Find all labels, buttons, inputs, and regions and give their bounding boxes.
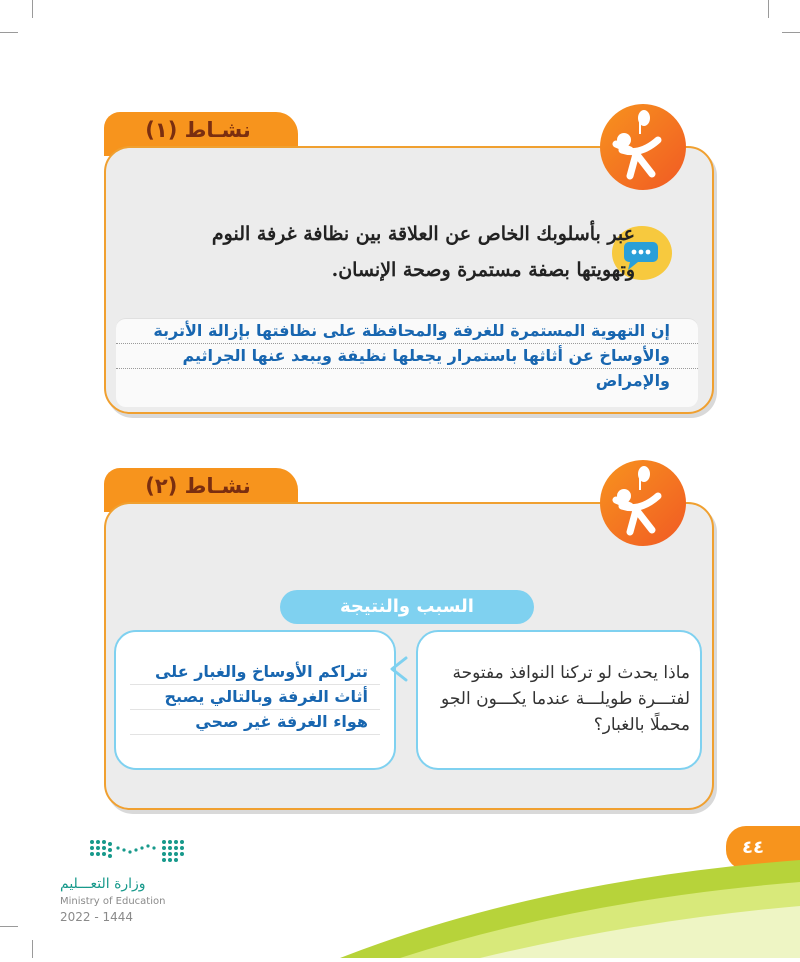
crop-mark	[32, 940, 33, 958]
crop-mark	[782, 32, 800, 33]
question-line: وتهويتها بصفة مستمرة وصحة الإنسان.	[331, 259, 635, 281]
activity-1-title: نشـاط (١)	[145, 118, 251, 142]
cause-text	[430, 660, 690, 738]
activity-1-answer-box	[116, 318, 698, 407]
answer-line: إن التهوية المستمرة للغرفة والمحافظة على نظافتها بإزالة الأتربة	[116, 319, 698, 344]
section-title: السبب والنتيجة	[280, 590, 534, 624]
result-line: تتراكم الأوساخ والغبار على	[130, 660, 380, 685]
activity-1-question	[205, 216, 635, 288]
activity-figure-icon	[600, 104, 686, 190]
question-line: عبر بأسلوبك الخاص عن العلاقة بين نظافة غرفة النوم	[211, 223, 635, 245]
cause-line: محملًا بالغبار؟	[593, 715, 690, 735]
activity-2-title: نشـاط (٢)	[145, 474, 251, 498]
crop-mark	[0, 32, 18, 33]
crop-mark	[0, 926, 18, 927]
ministry-name-en: Ministry of Education	[60, 896, 166, 907]
crop-mark	[768, 0, 769, 18]
activity-figure-icon	[600, 460, 686, 546]
result-line: أثاث الغرفة وبالتالي يصبح	[130, 685, 380, 710]
answer-line: والإمراض	[595, 371, 670, 390]
result-line: هواء الغرفة غير صحي	[130, 710, 380, 735]
ministry-name-ar: وزارة التعـــليم	[60, 876, 146, 892]
decorative-swoosh	[280, 860, 800, 958]
crop-mark	[32, 0, 33, 18]
page-number: ٤٤	[726, 826, 800, 870]
cause-line: ماذا يحدث لو تركنا النوافذ مفتوحة	[452, 663, 690, 683]
arrow-left-icon	[384, 654, 414, 684]
result-text	[130, 660, 380, 735]
cause-line: لفتـــرة طويلـــة عندما يكـــون الجو	[441, 689, 690, 709]
answer-line: والأوساخ عن أثاثها باستمرار يجعلها نظيفة ويبعد عنها الجراثيم	[116, 344, 698, 369]
ministry-year: 2022 - 1444	[60, 910, 134, 924]
ministry-logo-icon	[86, 836, 196, 866]
